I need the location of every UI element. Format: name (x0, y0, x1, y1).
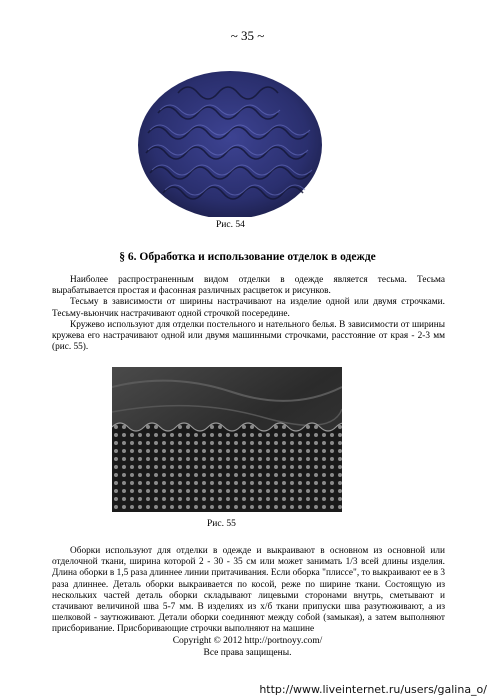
rights-line: Все права защищены. (203, 648, 292, 658)
copyright-footer (0, 635, 495, 659)
figure-caption: Рис. 55 (207, 519, 236, 529)
section-heading: § 6. Обработка и использование отделок в одежде (119, 251, 376, 263)
paragraph: Оборки используют для отделки в одежде и выкраивают в основном из основной или отделочной ткани, ширина которой 2 - 30 - 35 см или может занимать 1/3 всей длины изделия. Длина оборки в 1,5 раза длиннее линии притачивания. Если оборка "плиссе", то выкраивают ее в 3 раза длиннее. Деталь оборки выкраивается по косой, реже по ширине ткани. Состоящую из нескольких частей деталь оборки складывают лицевыми сторонами внутрь, сметывают и стачивают величиной шва 5-7 мм. В изделиях из х/б ткани припуски шва разутюживают, а из шелковой - заутюживают. Детали оборки соединяют между собой (замыкая), а затем выполняют присборивание. Присборивающие строчки выполняют на машине (52, 546, 445, 635)
watermark-url: http://www.liveinternet.ru/users/galina_o/ (259, 683, 487, 696)
copyright-line: Copyright © 2012 http://portnoyy.com/ (172, 636, 323, 646)
figure-caption: Рис. 54 (216, 220, 245, 230)
body-text (52, 546, 445, 636)
paragraph: Тесьму в зависимости от ширины настрачивают на изделие одной или двумя строчками. Тесьму-вьюнчик настрачивают одной строчкой посередине. (52, 297, 445, 319)
ruffle-fabric-photo (118, 53, 343, 217)
page-number: ~ 35 ~ (230, 28, 265, 43)
paragraph: Кружево используют для отделки постельного и нательного белья. В зависимости от ширины кружева его настрачивают одной или двумя машинными строчками, расстояние от края - 2-3 мм (рис. 55). (52, 319, 445, 353)
lace-fabric-photo (112, 367, 342, 512)
paragraph: Наиболее распространенным видом отделки в одежде является тесьма. Тесьма вырабатывается простая и фасонная различных расцветок и рисунков. (52, 275, 445, 297)
body-text (52, 275, 445, 353)
